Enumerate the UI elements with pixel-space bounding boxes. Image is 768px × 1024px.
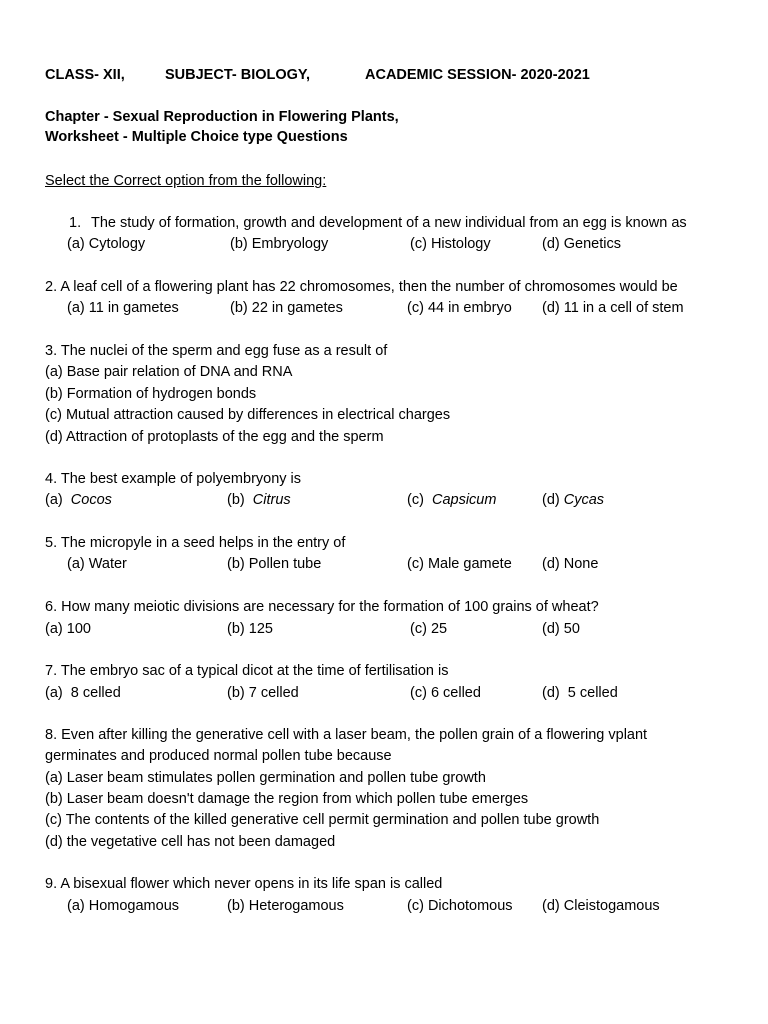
worksheet-title: Worksheet - Multiple Choice type Questions	[45, 129, 348, 145]
question-text: 5. The micropyle in a seed helps in the entry of	[45, 535, 346, 551]
question-text: 2. A leaf cell of a flowering plant has 22 chromosomes, then the number of chromosomes would be	[45, 279, 678, 295]
option-a: (a) Water	[67, 556, 127, 572]
subject-label: SUBJECT- BIOLOGY,	[165, 67, 311, 83]
option-b: (b) 125	[227, 621, 273, 637]
option-d: (d) Cleistogamous	[542, 898, 660, 914]
question-text: The study of formation, growth and development of a new individual from an egg is known as	[91, 215, 687, 231]
option-c: (c) 25	[410, 621, 448, 637]
option-c: (c) 6 celled	[410, 685, 481, 701]
option-d: (d) 50	[542, 621, 580, 637]
option-a: (a) Laser beam stimulates pollen germination and pollen tube growth	[45, 770, 486, 786]
class-label: CLASS- XII,	[45, 67, 125, 83]
question-text: 6. How many meiotic divisions are necessary for the formation of 100 grains of wheat?	[45, 599, 599, 615]
question-text: 7. The embryo sac of a typical dicot at the time of fertilisation is	[45, 663, 449, 679]
question-number: 1.	[69, 215, 82, 231]
option-b: (b) Embryology	[230, 236, 329, 252]
option-d: (d) 5 celled	[542, 685, 618, 701]
option-a: (a) Cytology	[67, 236, 146, 252]
option-c: (c) Dichotomous	[407, 898, 513, 914]
option-d: (d) Genetics	[542, 236, 621, 252]
option-d: (d) Cycas	[542, 492, 605, 508]
option-d: (d) None	[542, 556, 599, 572]
session-label: ACADEMIC SESSION- 2020-2021	[365, 67, 590, 83]
option-a: (a) 8 celled	[45, 685, 121, 701]
option-d: (d) Attraction of protoplasts of the egg and the sperm	[45, 429, 384, 445]
option-c: (c) 44 in embryo	[407, 300, 512, 316]
option-a: (a) 11 in gametes	[67, 300, 179, 316]
option-b: (b) 7 celled	[227, 685, 299, 701]
option-a: (a) Base pair relation of DNA and RNA	[45, 364, 293, 380]
option-c: (c) Mutual attraction caused by differences in electrical charges	[45, 407, 451, 423]
question-text: 4. The best example of polyembryony is	[45, 471, 302, 487]
option-d: (d) the vegetative cell has not been damaged	[45, 834, 336, 850]
option-b: (b) Heterogamous	[227, 898, 344, 914]
option-b: (b) Laser beam doesn't damage the region from which pollen tube emerges	[45, 791, 529, 807]
option-a: (a) Homogamous	[67, 898, 180, 914]
option-c: (c) Histology	[410, 236, 491, 252]
question-text: 8. Even after killing the generative cell with a laser beam, the pollen grain of a flowering vplant	[45, 727, 648, 743]
option-a: (a) Cocos	[45, 492, 112, 508]
option-c: (c) Capsicum	[407, 492, 497, 508]
chapter-title: Chapter - Sexual Reproduction in Flowering Plants,	[45, 109, 399, 125]
question-text-continued: germinates and produced normal pollen tube because	[45, 748, 392, 764]
question-text: 9. A bisexual flower which never opens in its life span is called	[45, 876, 443, 892]
question-text: 3. The nuclei of the sperm and egg fuse as a result of	[45, 343, 388, 359]
option-b: (b) Formation of hydrogen bonds	[45, 386, 257, 402]
option-b: (b) Pollen tube	[227, 556, 322, 572]
option-c: (c) Male gamete	[407, 556, 512, 572]
option-a: (a) 100	[45, 621, 91, 637]
option-c: (c) The contents of the killed generative cell permit germination and pollen tube growth	[45, 812, 600, 828]
option-b: (b) 22 in gametes	[230, 300, 343, 316]
option-d: (d) 11 in a cell of stem	[542, 300, 684, 316]
option-b: (b) Citrus	[227, 492, 291, 508]
instruction: Select the Correct option from the following:	[45, 173, 327, 189]
